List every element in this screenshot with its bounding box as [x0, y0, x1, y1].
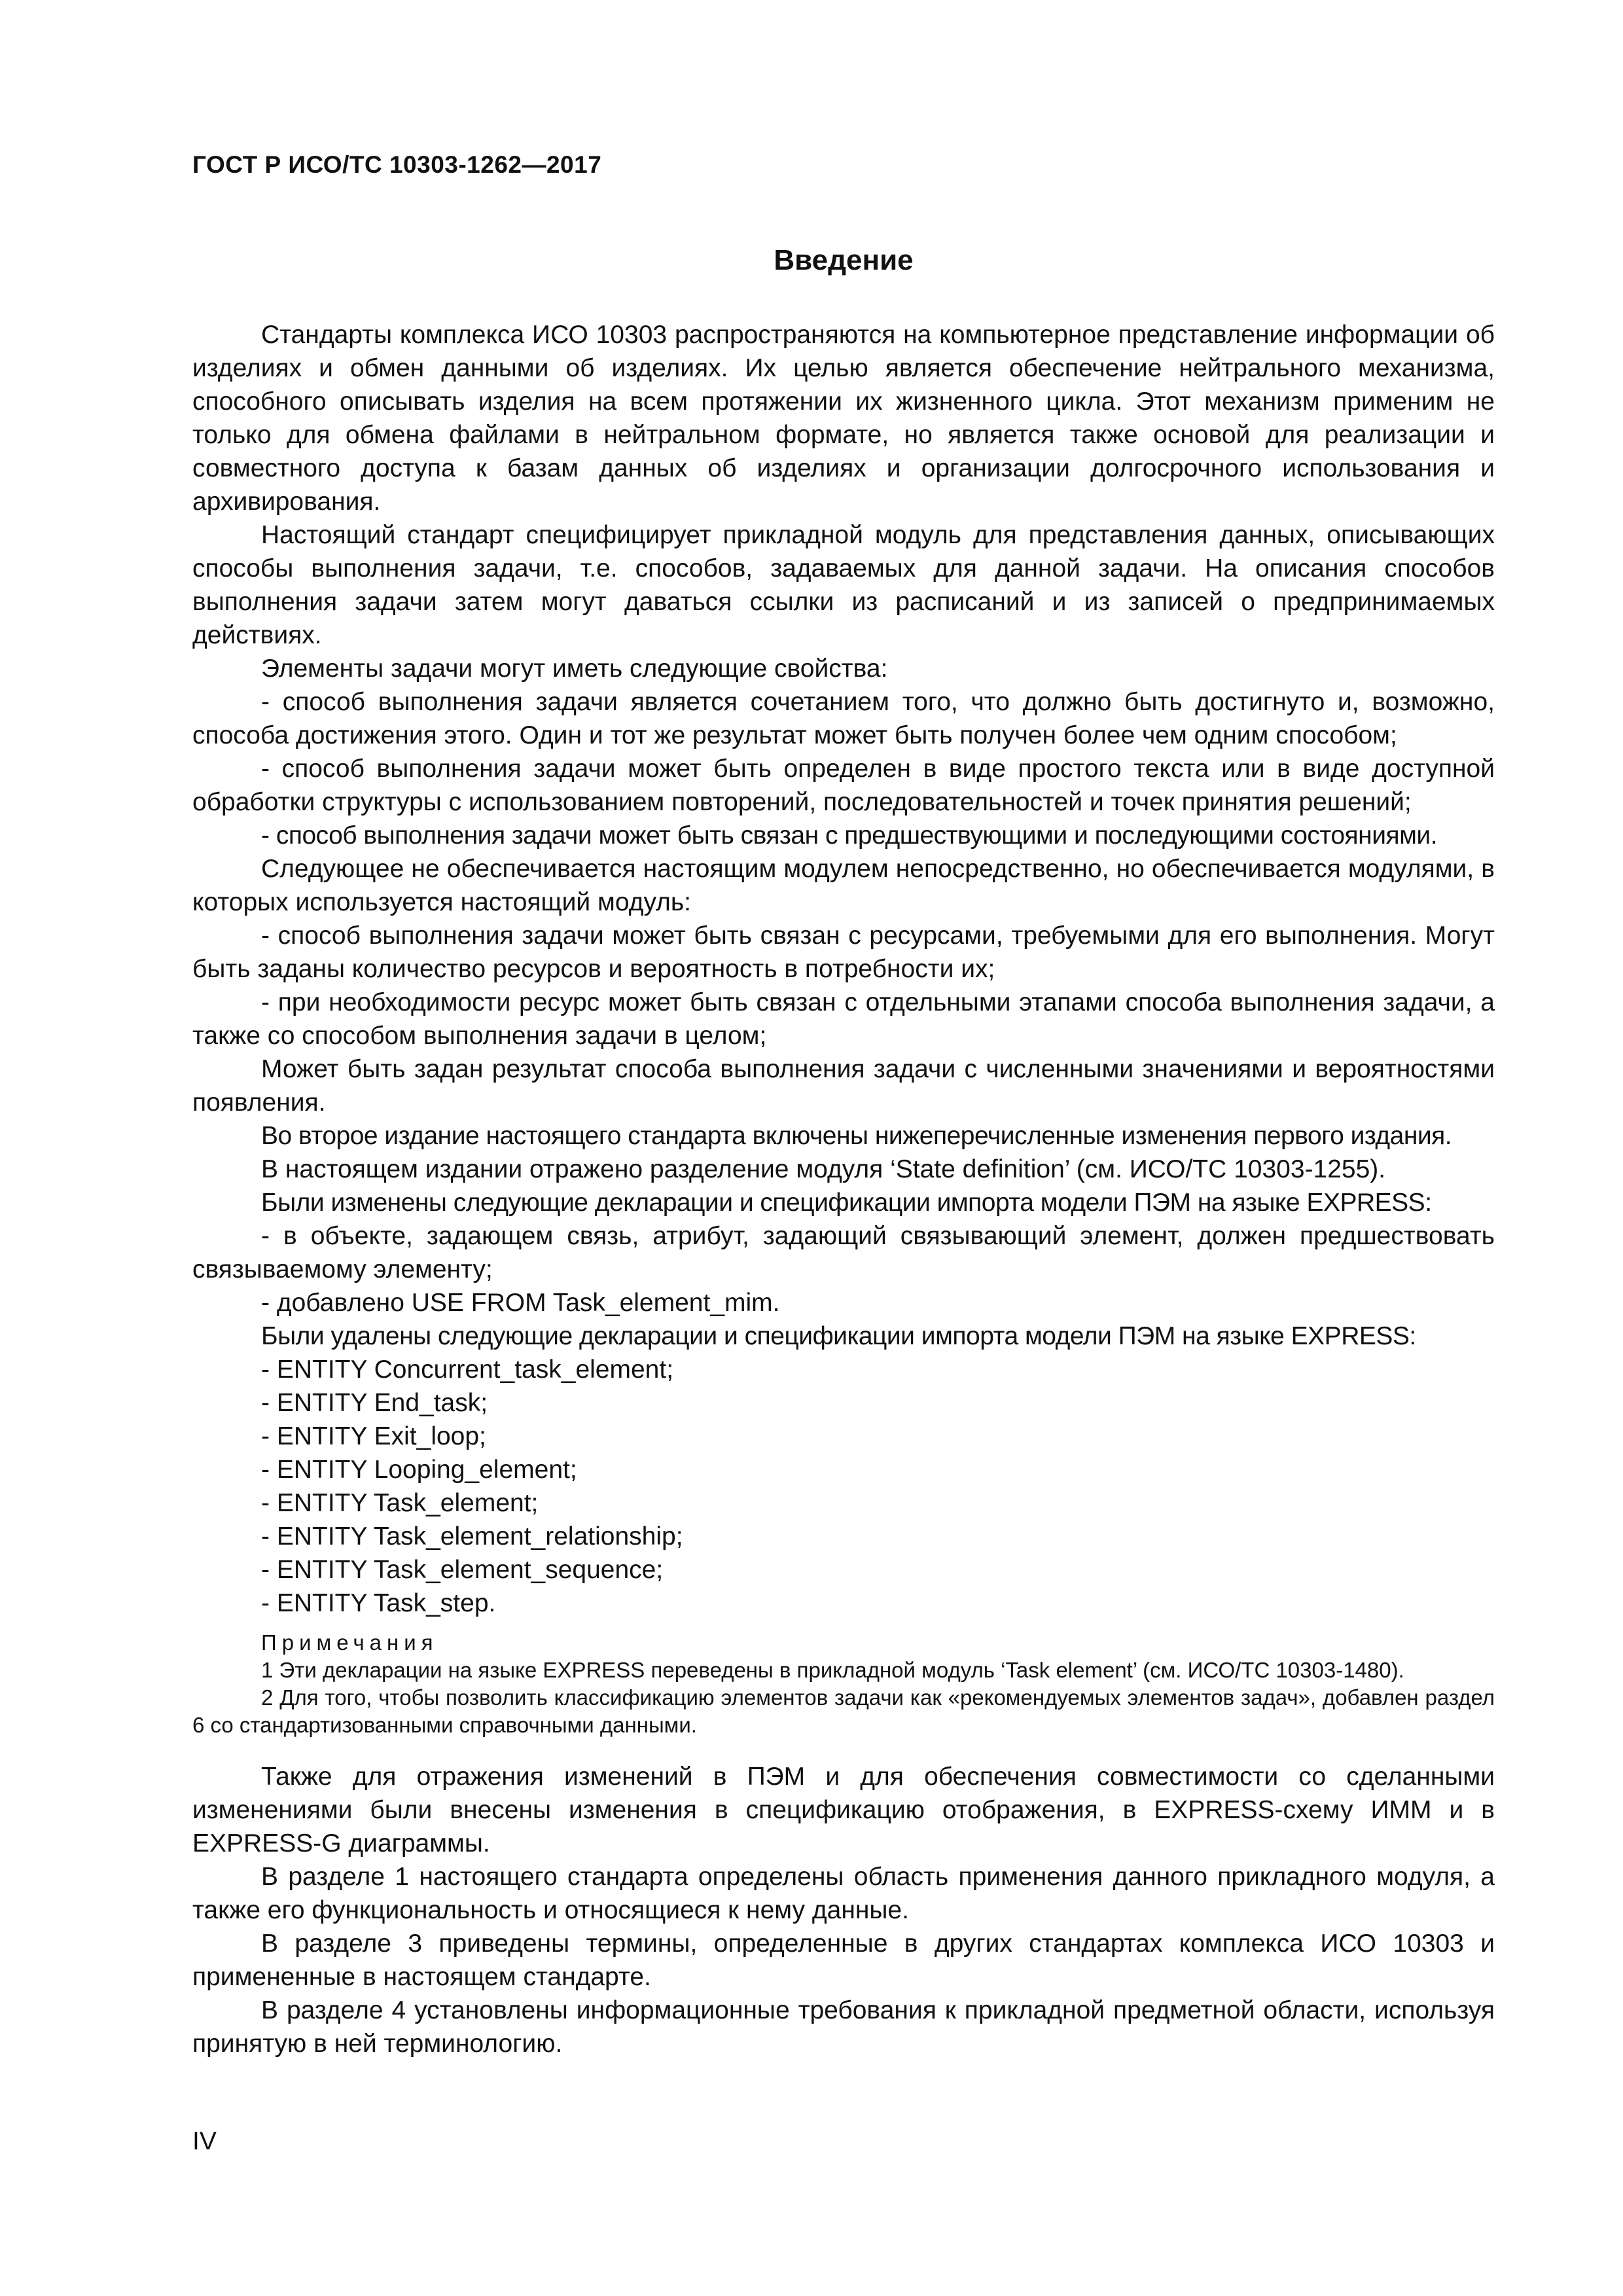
paragraph: Во второе издание настоящего стандарта включены нижеперечисленные изменения первого издания.: [261, 1122, 1452, 1150]
paragraph: В разделе 3 приведены термины, определенные в других стандартах комплекса ИСО 10303 и примененные в настоящем стандарте.: [192, 1929, 1495, 1991]
paragraph: В настоящем издании отражено разделение модуля ‘State definition’ (см. ИСО/ТС 10303-1255).: [261, 1155, 1386, 1183]
paragraph: Настоящий стандарт специфицирует прикладной модуль для представления данных, описывающих способы выполнения задачи, т.е. способов, задаваемых для данной задачи. На описания способов выполнения задачи затем могут даваться ссылки из расписаний и из записей о предпринимаемых действиях.: [192, 521, 1495, 649]
list-item: - ENTITY Looping_element;: [261, 1456, 577, 1484]
list-item: - способ выполнения задачи может быть связан с ресурсами, требуемыми для его выполнения. Могут быть заданы количество ресурсов и вероятность в потребности их;: [192, 922, 1495, 983]
paragraph: Может быть задан результат способа выполнения задачи с численными значениями и вероятностями появления.: [192, 1055, 1495, 1117]
list-item: - при необходимости ресурс может быть связан с отдельными этапами способа выполнения задачи, а также со способом выполнения задачи в целом;: [192, 988, 1495, 1050]
document-page: [192, 149, 1495, 2244]
list-item: - способ выполнения задачи может быть определен в виде простого текста или в виде доступной обработки структуры с использованием повторений, последовательностей и точек принятия решений;: [192, 755, 1495, 816]
document-code: ГОСТ Р ИСО/ТС 10303-1262—2017: [192, 151, 602, 178]
paragraph: В разделе 1 настоящего стандарта определены область применения данного прикладного модуля, а также его функциональность и относящиеся к нему данные.: [192, 1863, 1495, 1924]
introduction-body: [192, 318, 1495, 1620]
note-item: 2 Для того, чтобы позволить классификацию элементов задачи как «рекомендуемых элементов задач», добавлен раздел 6 со стандартизованными справочными данными.: [192, 1685, 1495, 1737]
paragraph: Стандарты комплекса ИСО 10303 распространяются на компьютерное представление информации об изделиях и обмен данными об изделиях. Их целью является обеспечение нейтрального механизма, способного описывать изделия на всем протяжении их жизненного цикла. Этот механизм применим не только для обмена файлами в нейтральном формате, но является также основой для реализации и совместного доступа к базам данных об изделиях и организации долгосрочного использования и архивирования.: [192, 321, 1495, 516]
list-item: - ENTITY Task_element;: [261, 1489, 539, 1517]
paragraph: Были удалены следующие декларации и спецификации импорта модели ПЭМ на языке EXPRESS:: [261, 1322, 1416, 1350]
list-item: - ENTITY Exit_loop;: [261, 1422, 486, 1450]
notes-block: [192, 1629, 1495, 1739]
list-item: - в объекте, задающем связь, атрибут, задающий связывающий элемент, должен предшествовать связываемому элементу;: [192, 1222, 1495, 1283]
list-item: - ENTITY Task_element_relationship;: [261, 1522, 683, 1551]
page-number: IV: [192, 2127, 217, 2155]
list-item: - ENTITY Task_element_sequence;: [261, 1556, 664, 1584]
list-item: - ENTITY End_task;: [261, 1389, 488, 1417]
notes-title: Примечания: [261, 1630, 438, 1655]
list-item: - ENTITY Concurrent_task_element;: [261, 1355, 674, 1384]
note-item: 1 Эти декларации на языке EXPRESS переведены в прикладной модуль ‘Task element’ (см. ИСО/ТС 10303-1480).: [261, 1658, 1404, 1682]
paragraph: Элементы задачи могут иметь следующие свойства:: [261, 655, 888, 683]
paragraph: В разделе 4 установлены информационные требования к прикладной предметной области, используя принятую в ней терминологию.: [192, 1996, 1495, 2058]
list-item: - ENTITY Task_step.: [261, 1589, 496, 1617]
list-item: - добавлено USE FROM Task_element_mim.: [261, 1289, 780, 1317]
paragraph: Были изменены следующие декларации и спецификации импорта модели ПЭМ на языке EXPRESS:: [261, 1189, 1432, 1217]
list-item: - способ выполнения задачи является сочетанием того, что должно быть достигнуто и, возможно, способа достижения этого. Один и тот же результат может быть получен более чем одним способом;: [192, 688, 1495, 749]
list-item: - способ выполнения задачи может быть связан с предшествующими и последующими состояниями.: [261, 821, 1438, 850]
section-heading: Введение: [774, 244, 914, 276]
introduction-body-continued: [192, 1760, 1495, 2060]
paragraph: Также для отражения изменений в ПЭМ и для обеспечения совместимости со сделанными изменениями были внесены изменения в спецификацию отображения, в EXPRESS-схему ИММ и в EXPRESS-G диаграммы.: [192, 1763, 1495, 1857]
paragraph: Следующее не обеспечивается настоящим модулем непосредственно, но обеспечивается модулями, в которых используется настоящий модуль:: [192, 855, 1495, 916]
